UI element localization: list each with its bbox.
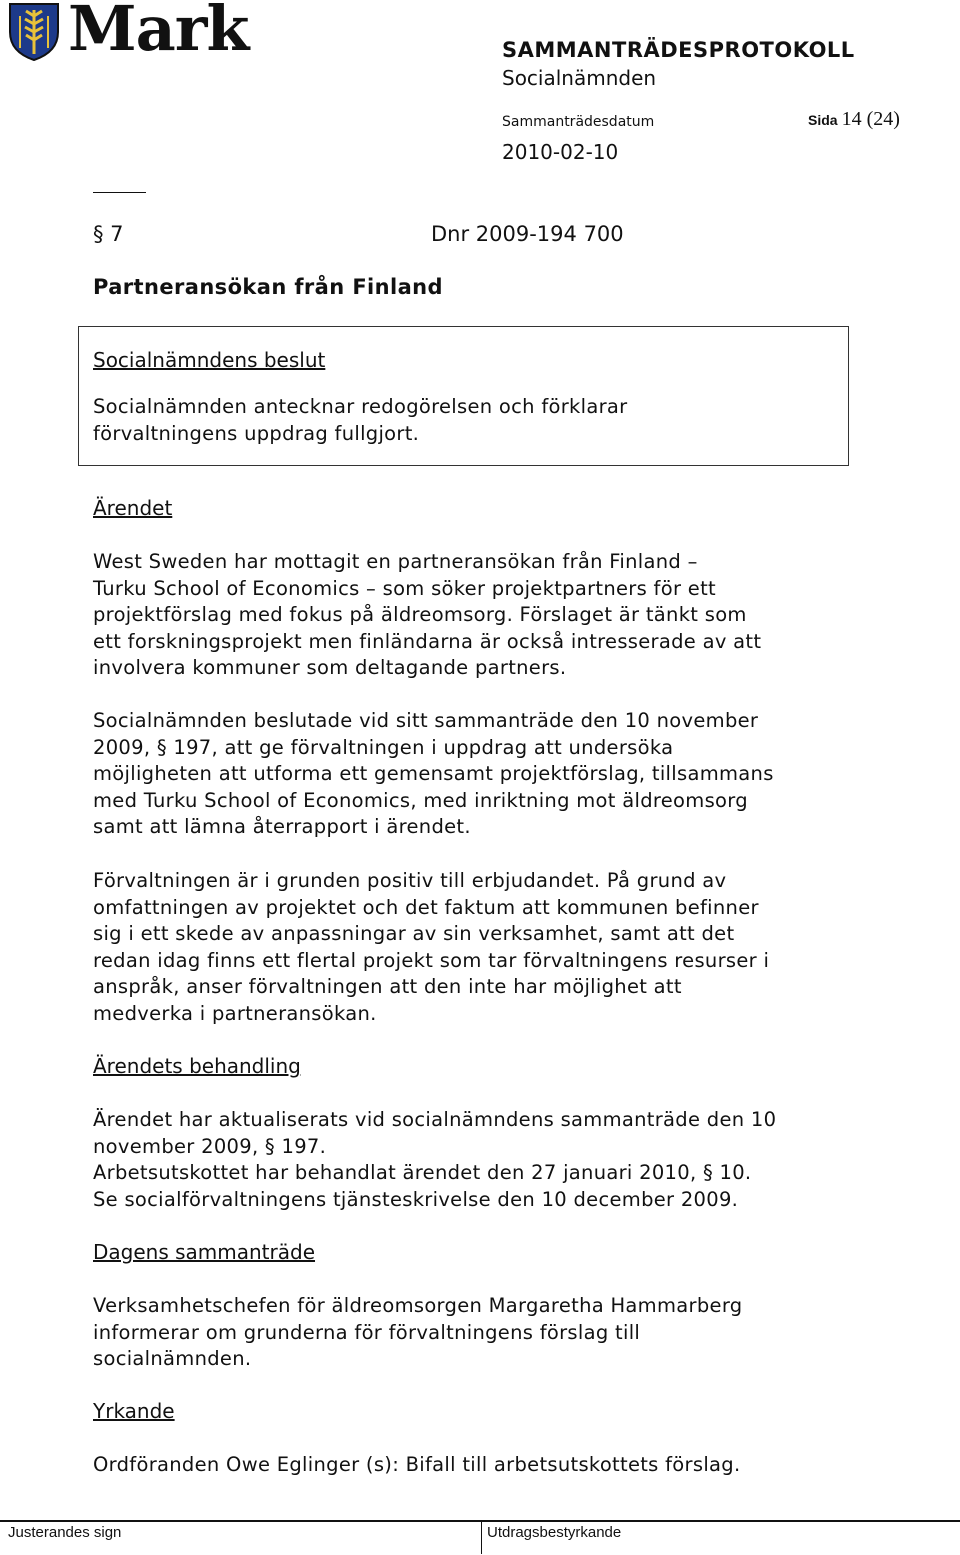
- paragraph-number: § 7: [93, 222, 124, 246]
- text-line: Arbetsutskottet har behandlat ärendet den 27 januari 2010, § 10.: [93, 1161, 752, 1184]
- arendet-paragraph-1: [93, 549, 761, 682]
- section-heading-yrkande: Yrkande: [93, 1399, 175, 1423]
- adjuster-signature-label: Justerandes sign: [8, 1524, 122, 1541]
- meeting-date: 2010-02-10: [502, 140, 619, 164]
- dagens-paragraph: [93, 1293, 742, 1373]
- text-line: ett forskningsprojekt men finländarna är också intresserade av att: [93, 629, 762, 653]
- text-line: förvaltningens uppdrag fullgjort.: [93, 421, 420, 445]
- footer-divider: [0, 1520, 960, 1522]
- text-line: Förvaltningen är i grunden positiv till erbjudandet. På grund av: [93, 869, 727, 892]
- decision-text: [93, 394, 627, 447]
- arendet-paragraph-3: [93, 868, 769, 1027]
- text-line: Se socialförvaltningens tjänsteskrivelse den 10 december 2009.: [93, 1187, 739, 1211]
- meeting-date-label: Sammanträdesdatum: [502, 114, 655, 130]
- section-heading-behandling: Ärendets behandling: [93, 1054, 301, 1078]
- item-title: Partneransökan från Finland: [93, 275, 443, 299]
- text-line: Verksamhetschefen för äldreomsorgen Margaretha Hammarberg: [93, 1294, 743, 1317]
- yrkande-paragraph: [93, 1452, 740, 1479]
- text-line: Socialnämnden beslutade vid sitt sammanträde den 10 november: [93, 709, 759, 732]
- footer-separator: [481, 1520, 482, 1554]
- text-line: november 2009, § 197.: [93, 1134, 327, 1158]
- text-line: möjligheten att utforma ett gemensamt projektförslag, tillsammans: [93, 762, 774, 785]
- text-line: Turku School of Economics – som söker projektpartners för ett: [93, 576, 716, 600]
- text-line: anspråk, anser förvaltningen att den inte har möjlighet att: [93, 975, 682, 998]
- divider: [93, 192, 146, 193]
- logo-wordmark: Mark: [68, 0, 249, 65]
- section-heading-arendet: Ärendet: [93, 496, 173, 520]
- text-line: med Turku School of Economics, med inriktning mot äldreomsorg: [93, 788, 748, 812]
- page-indicator: [808, 108, 900, 131]
- text-line: medverka i partneransökan.: [93, 1001, 377, 1025]
- behandling-paragraph: [93, 1107, 776, 1213]
- text-line: Socialnämnden antecknar redogörelsen och förklarar: [93, 395, 628, 418]
- text-line: 2009, § 197, att ge förvaltningen i uppdrag att undersöka: [93, 735, 674, 759]
- extract-certification-label: Utdragsbestyrkande: [487, 1524, 622, 1541]
- text-line: projektförslag med fokus på äldreomsorg. Förslaget är tänkt som: [93, 603, 747, 626]
- text-line: Ordföranden Owe Eglinger (s): Bifall till arbetsutskottets förslag.: [93, 1453, 741, 1476]
- text-line: redan idag finns ett flertal projekt som tar förvaltningens resurser i: [93, 948, 770, 972]
- municipality-logo: [6, 0, 249, 65]
- text-line: socialnämnden.: [93, 1347, 252, 1370]
- page-number: 14 (24): [841, 108, 900, 130]
- text-line: West Sweden har mottagit en partneransökan från Finland –: [93, 550, 698, 573]
- text-line: Ärendet har aktualiserats vid socialnämndens sammanträde den 10: [93, 1108, 777, 1131]
- arendet-paragraph-2: [93, 708, 774, 841]
- document-title: SAMMANTRÄDESPROTOKOLL: [502, 38, 855, 62]
- text-line: informerar om grunderna för förvaltningens förslag till: [93, 1320, 641, 1344]
- text-line: involvera kommuner som deltagande partners.: [93, 656, 567, 679]
- section-heading-dagens: Dagens sammanträde: [93, 1240, 316, 1264]
- page-label: Sida: [808, 112, 838, 128]
- coat-of-arms-icon: [6, 2, 62, 62]
- decision-heading: Socialnämndens beslut: [93, 348, 326, 372]
- text-line: omfattningen av projektet och det faktum att kommunen befinner: [93, 895, 759, 919]
- organization-name: Socialnämnden: [502, 66, 657, 90]
- text-line: samt att lämna återrapport i ärendet.: [93, 815, 471, 838]
- text-line: sig i ett skede av anpassningar av sin verksamhet, samt att det: [93, 922, 735, 945]
- diary-number: Dnr 2009-194 700: [431, 222, 624, 246]
